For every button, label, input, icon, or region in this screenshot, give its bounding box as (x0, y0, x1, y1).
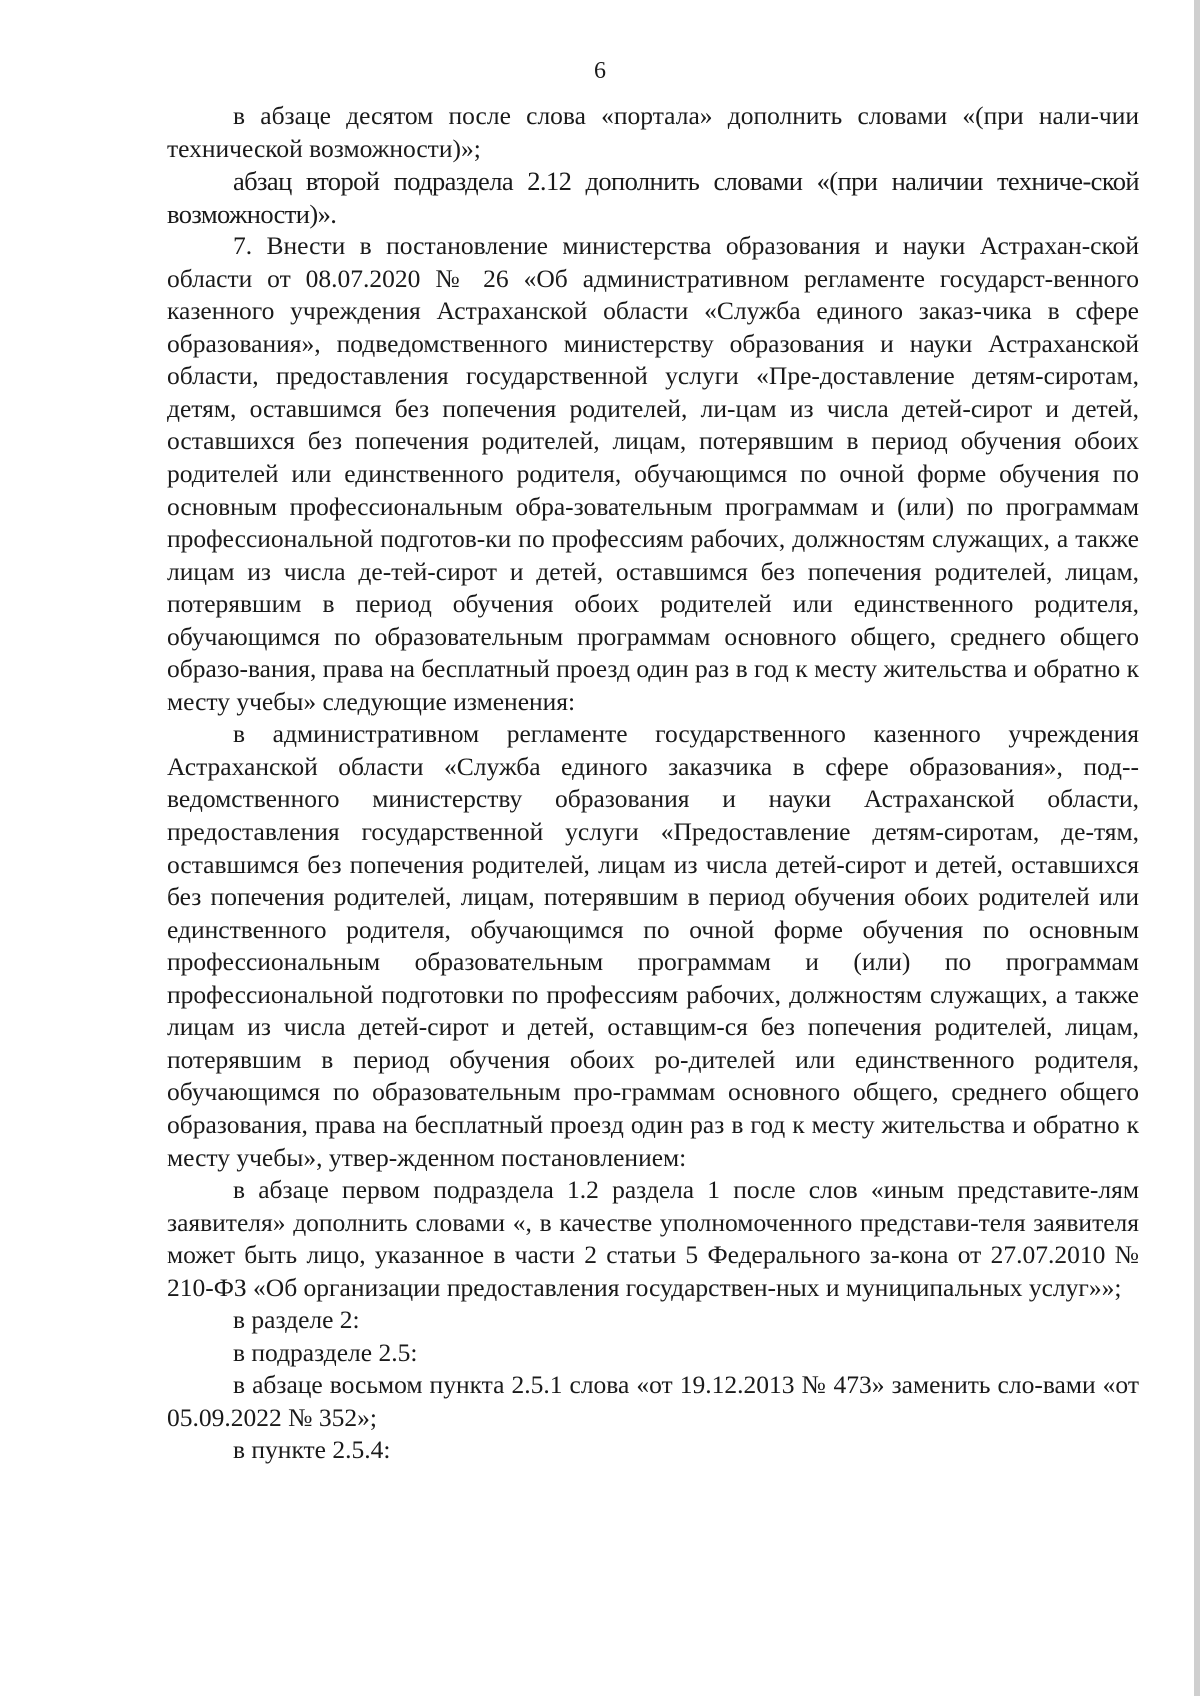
document-body (167, 100, 1139, 1467)
paragraph-subsection-1-2: в абзаце первом подраздела 1.2 раздела 1 после слов «иным представите-лям заявителя» дополнить словами «, в качестве уполномоченного представи-теля заявителя может быть лицо, указанное в части 2 статьи 5 Федерального за-кона от 27.07.2010 № 210-ФЗ «Об организации предоставления государствен-ных и муниципальных услуг»»; (167, 1175, 1139, 1302)
paragraph-item-2-5-4: в пункте 2.5.4: (233, 1435, 391, 1465)
paragraph-section-2: в разделе 2: (233, 1305, 360, 1335)
paragraph-item-2-5-1: в абзаце восьмом пункта 2.5.1 слова «от 19.12.2013 № 473» заменить сло-вами «от 05.09.2022 № 352»; (167, 1370, 1139, 1432)
paragraph-admin-regulation: в административном регламенте государственного казенного учреждения Астраханской области «Служба единого заказчика в сфере образования», под-ведомственного министерству образования и науки Астраханской области, предоставления государственной услуги «Предоставление детям-сиротам, де-тям, оставшимся без попечения родителей, лицам из числа детей-сирот и детей, оставшихся без попечения родителей, лицам, потерявшим в период обучения обоих родителей или единственного родителя, обучающимся по очной форме обучения по основным профессиональным образовательным программам и (или) по программам профессиональной подготовки по профессиям рабочих, должностям служащих, а также лицам из числа детей-сирот и детей, оставщим-ся без попечения родителей, лицам, потерявшим в период обучения обоих ро-дителей или единственного родителя, обучающимся по образовательным про-граммам основного общего, среднего общего образования, права на бесплатный проезд один раз в год к месту жительства и обратно к месту учебы», утвер-жденном постановлением: (167, 719, 1139, 1172)
scan-edge-divider (1194, 0, 1200, 1696)
paragraph-tenth-abzac: в абзаце десятом после слова «портала» дополнить словами «(при нали-чии технической возможности)»; (167, 101, 1139, 163)
paragraph-item-7: 7. Внести в постановление министерства образования и науки Астрахан-ской области от 08.07.2020 № 26 «Об административном регламенте государст-венного казенного учреждения Астраханской области «Служба единого заказ-чика в сфере образования», подведомственного министерству образования и науки Астраханской области, предоставления государственной услуги «Пре-доставление детям-сиротам, детям, оставшимся без попечения родителей, ли-цам из числа детей-сирот и детей, оставшихся без попечения родителей, лицам, потерявшим в период обучения обоих родителей или единственного родителя, обучающимся по очной форме обучения по основным профессиональным обра-зовательным программам и (или) по программам профессиональной подготов-ки по профессиям рабочих, должностям служащих, а также лицам из числа де-тей-сирот и детей, оставшимся без попечения родителей, лицам, потерявшим в период обучения обоих родителей или единственного родителя, обучающимся по образовательным программам основного общего, среднего общего образо-вания, права на бесплатный проезд один раз в год к месту жительства и обратно к месту учебы» следующие изменения: (167, 231, 1139, 716)
paragraph-subsection-2-5: в подразделе 2.5: (233, 1337, 418, 1367)
paragraph-subsection-2-12: абзац второй подраздела 2.12 дополнить словами «(при наличии техниче-ской возможности)». (167, 166, 1139, 229)
page-number: 6 (594, 58, 606, 84)
